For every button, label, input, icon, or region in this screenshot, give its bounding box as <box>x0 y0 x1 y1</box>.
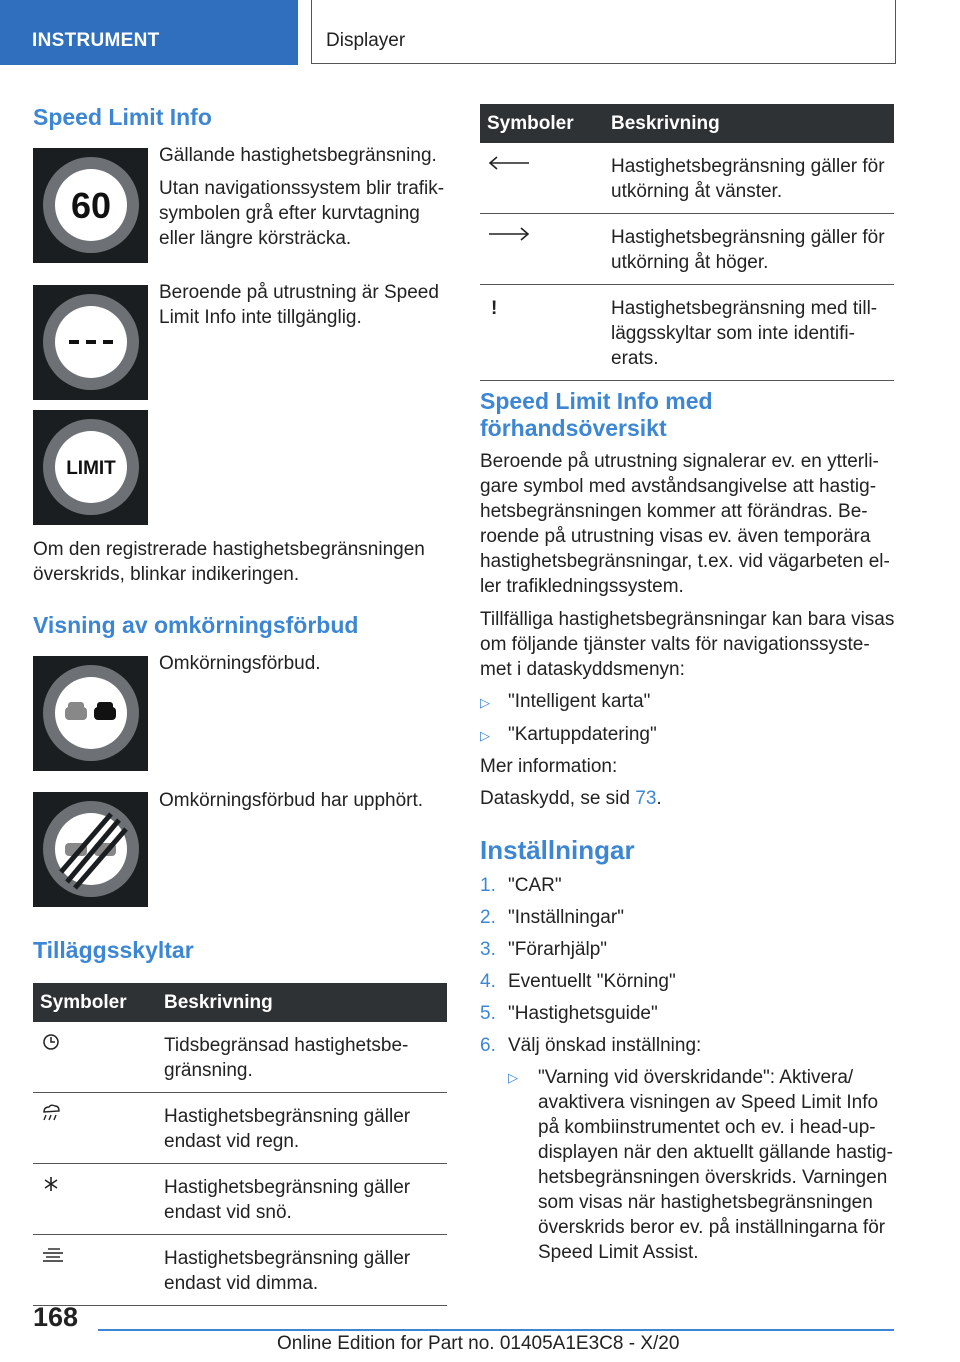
table-row <box>33 1093 447 1164</box>
step-text: "Förarhjälp" <box>508 939 608 960</box>
step-text: Välj önskad inställning: <box>508 1035 702 1056</box>
triangle-bullet-icon: ▷ <box>480 728 490 743</box>
exit-direction-table <box>480 104 894 381</box>
table-row <box>480 214 894 285</box>
desc-cell <box>157 1093 447 1164</box>
list-item <box>480 873 562 898</box>
col-symbol-header: Symboler <box>33 983 157 1022</box>
step-number: 6. <box>480 1035 496 1056</box>
speed-limit-p2-line: symbolen grå efter kurvtagning <box>159 203 420 224</box>
sign-limit-image <box>33 410 148 525</box>
table-header-row <box>33 983 447 1022</box>
desc-line: Hastighetsbegränsning gäller <box>164 1248 411 1269</box>
page-number: 168 <box>33 1302 79 1332</box>
desc-line: Hastighetsbegränsning gäller för <box>611 227 885 248</box>
snowflake-icon <box>40 1175 62 1193</box>
step-number: 1. <box>480 875 496 896</box>
preview-p2-line: Tillfälliga hastighetsbegränsningar kan bara visas <box>480 609 895 630</box>
overtake-p2: Omkörningsförbud har upphört. <box>159 790 424 811</box>
speed-limit-p4-line: överskrids, blinkar indikeringen. <box>33 564 300 585</box>
sub-line: överskrids beror ev. på inställningarna för <box>538 1217 886 1238</box>
step-number: 3. <box>480 939 496 960</box>
speed-limit-p4-line: Om den registrerade hastighetsbegränsningen <box>33 539 425 560</box>
desc-line: läggsskyltar som inte identifi- <box>611 323 855 344</box>
privacy-suffix: . <box>656 788 662 809</box>
preview-p2-line: om följande tjänster valts för navigationssyste- <box>480 634 870 655</box>
preview-heading-line: förhandsöversikt <box>480 415 667 441</box>
desc-line: Hastighetsbegränsning gäller för <box>611 156 885 177</box>
speed-limit-p2-line: Utan navigationssystem blir trafik- <box>159 178 445 199</box>
col-desc-header: Beskrivning <box>157 983 447 1022</box>
more-info: Mer information: <box>480 756 618 777</box>
step-number: 5. <box>480 1003 496 1024</box>
sign-limit-text: LIMIT <box>66 458 116 479</box>
triangle-bullet-icon: ▷ <box>480 695 490 710</box>
preview-p1-line: roende på utrustning visas ev. även temporära <box>480 526 871 547</box>
preview-p1-line: hastighetsbegränsningar, t.ex. vid vägarbeten el- <box>480 551 890 572</box>
sub-line: Speed Limit Assist. <box>538 1242 699 1263</box>
table-row <box>33 1022 447 1093</box>
col-symbol-header: Symboler <box>480 104 604 143</box>
sub-line: som visas när hastighetsbegränsningen <box>538 1192 873 1213</box>
privacy-page-link[interactable]: 73 <box>635 788 657 809</box>
settings-heading: Inställningar <box>480 835 635 865</box>
overtake-heading: Visning av omkörningsförbud <box>33 612 359 638</box>
sub-line: på kombiinstrumentet och ev. i head-up- <box>538 1117 876 1138</box>
speed-limit-p3-line: Limit Info inte tillgänglig. <box>159 307 362 328</box>
list-item <box>480 905 624 930</box>
footer-edition: Online Edition for Part no. 01405A1E3C8 - X/20 <box>277 1333 680 1354</box>
preview-p1-line: gare symbol med avståndsangivelse att hastig- <box>480 476 877 497</box>
table-row <box>33 1164 447 1235</box>
arrow-right-icon <box>487 225 531 243</box>
header-section-tab <box>0 0 298 65</box>
desc-line: endast vid dimma. <box>164 1273 319 1294</box>
bullet-text: "Kartuppdatering" <box>508 724 657 745</box>
desc-line: utkörning åt höger. <box>611 252 769 273</box>
bullet-text: "Intelligent karta" <box>508 691 651 712</box>
list-item <box>480 689 650 715</box>
privacy-reference <box>480 786 662 811</box>
desc-line: erats. <box>611 348 659 369</box>
arrow-left-icon <box>487 154 531 172</box>
footer-divider <box>98 1329 894 1331</box>
preview-p2-line: met i dataskyddsmenyn: <box>480 659 685 680</box>
speed-limit-p4 <box>33 537 425 587</box>
preview-p1-line: Beroende på utrustning signalerar ev. en ytterli- <box>480 451 879 472</box>
overtake-p1: Omkörningsförbud. <box>159 653 321 674</box>
desc-line: Hastighetsbegränsning gäller <box>164 1177 411 1198</box>
step-text: "Inställningar" <box>508 907 624 928</box>
sub-line: displayen när den aktuellt gällande hastig- <box>538 1142 893 1163</box>
preview-p1-line: hetsbegränsningen kommer att förändras. Be- <box>480 501 868 522</box>
sub-line: "Varning vid överskridande": Aktivera/ <box>538 1067 854 1088</box>
preview-p1-line: ler trafikledningssystem. <box>480 576 684 597</box>
preview-p1 <box>480 449 890 599</box>
desc-cell <box>157 1164 447 1235</box>
desc-line: endast vid regn. <box>164 1131 300 1152</box>
step-number: 4. <box>480 971 496 992</box>
list-item <box>480 969 676 994</box>
sign-60-image <box>33 148 148 263</box>
desc-cell <box>604 143 894 214</box>
sign-60-text: 60 <box>70 185 112 226</box>
header-section: INSTRUMENT <box>32 30 160 51</box>
desc-cell <box>157 1022 447 1093</box>
sign-no-overtaking-image <box>33 656 148 771</box>
preview-p2 <box>480 607 894 682</box>
fog-icon <box>40 1246 66 1264</box>
speed-limit-p3 <box>159 280 439 330</box>
sub-line: avaktivera visningen av Speed Limit Info <box>538 1092 879 1113</box>
symbol-cell <box>33 1235 157 1306</box>
table-row <box>480 143 894 214</box>
list-item <box>480 1033 701 1058</box>
triangle-bullet-icon: ▷ <box>508 1070 518 1085</box>
rain-icon <box>40 1104 62 1122</box>
desc-line: Hastighetsbegränsning med till- <box>611 298 878 319</box>
desc-line: utkörning åt vänster. <box>611 181 783 202</box>
col-desc-header: Beskrivning <box>604 104 894 143</box>
preview-heading-line: Speed Limit Info med <box>480 388 713 414</box>
list-item <box>480 1001 658 1026</box>
preview-heading <box>480 388 713 442</box>
speed-limit-p1: Gällande hastighetsbegränsning. <box>159 145 437 166</box>
supplementary-heading: Tilläggsskyltar <box>33 937 194 963</box>
supplementary-table <box>33 983 447 1306</box>
symbol-cell <box>480 214 604 285</box>
speed-limit-p3-line: Beroende på utrustning är Speed <box>159 282 439 303</box>
step-text: Eventuellt "Körning" <box>508 971 676 992</box>
exclamation-icon: ! <box>491 298 498 319</box>
speed-limit-p2 <box>159 176 444 251</box>
desc-line: Tidsbegränsad hastighetsbe- <box>164 1035 409 1056</box>
sub-line: hetsbegränsningen överskrids. Varningen <box>538 1167 888 1188</box>
speed-limit-p2-line: eller längre körsträcka. <box>159 228 352 249</box>
desc-cell <box>604 214 894 285</box>
header-chapter-box <box>311 0 896 64</box>
table-row <box>480 285 894 381</box>
sub-list-item <box>508 1065 893 1265</box>
header-chapter: Displayer <box>326 30 406 51</box>
list-item <box>480 722 657 748</box>
list-item <box>480 937 607 962</box>
symbol-cell <box>33 1093 157 1164</box>
desc-line: Hastighetsbegränsning gäller <box>164 1106 411 1127</box>
step-text: "Hastighetsguide" <box>508 1003 658 1024</box>
desc-line: endast vid snö. <box>164 1202 292 1223</box>
step-text: "CAR" <box>508 875 562 896</box>
step-number: 2. <box>480 907 496 928</box>
clock-icon <box>40 1033 62 1051</box>
sign-unknown-image <box>33 285 148 400</box>
desc-cell <box>604 285 894 381</box>
table-row <box>33 1235 447 1306</box>
privacy-text: Dataskydd, se sid <box>480 788 636 809</box>
table-header-row <box>480 104 894 143</box>
desc-line: gränsning. <box>164 1060 253 1081</box>
symbol-cell <box>480 285 604 381</box>
symbol-cell <box>480 143 604 214</box>
speed-limit-heading: Speed Limit Info <box>33 104 212 130</box>
symbol-cell <box>33 1164 157 1235</box>
sign-end-no-overtaking-image <box>33 792 148 907</box>
symbol-cell <box>33 1022 157 1093</box>
desc-cell <box>157 1235 447 1306</box>
